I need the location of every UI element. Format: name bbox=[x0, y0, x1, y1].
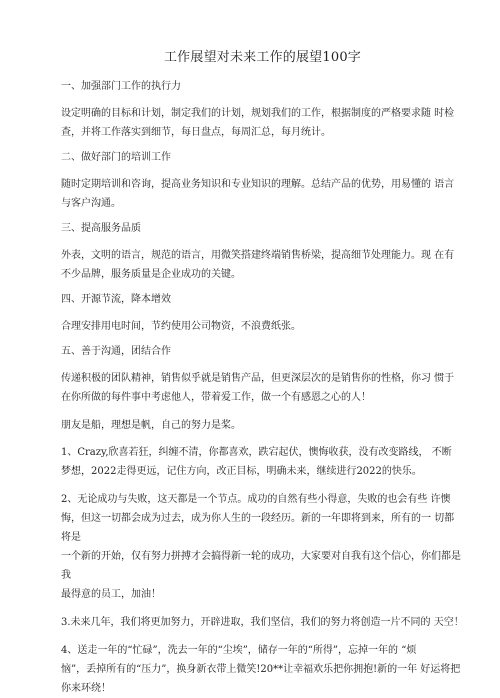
section-heading: 二、做好部门的培训工作 bbox=[61, 152, 171, 163]
section-heading: 四、开源节流，降本增效 bbox=[61, 294, 171, 305]
document-title: 工作展望对未来工作的展望100字 bbox=[163, 50, 361, 65]
closing-paragraph: 3.未来几年，我们将更加努力，开辟进取，我们坚信，我们的努力将创造一片不同的 天空！ bbox=[61, 617, 464, 628]
closing-paragraph: 4、送走一年的“忙碌”，洗去一年的“尘埃”，储存一年的“所得”，忘掉一年的 “烦 恼”，丢掉所有的“压力”，换身新衣带上微笑!20**让幸福欢乐把你拥抱!新的一年 好运将把 你来环绕！ bbox=[61, 645, 461, 694]
section-heading: 五、善于沟通，团结合作 bbox=[61, 346, 171, 357]
closing-paragraph: 1、Crazy,欣喜若狂，纠缠不清，你都喜欢，跌宕起伏，懊悔收获，没有改变路线， 不断 梦想，2022走得更远，记住方向，改正目标，明确未来，继续进行2022的快乐。 bbox=[61, 447, 452, 477]
closing-paragraph: 朋友是船，理想是帆，自己的努力是桨。 bbox=[61, 420, 241, 431]
section-heading: 一、加强部门工作的执行力 bbox=[61, 81, 181, 92]
section-paragraph: 外表，文明的语言，规范的语言，用微笑搭建终端销售桥梁，提高细节处理能力。现 在有 不少品牌，服务质量是企业成功的关键。 bbox=[61, 250, 455, 280]
section-paragraph: 传递积极的团队精神，销售似乎就是销售产品，但更深层次的是销售你的性格，你习 惯于 在你所做的每件事中考虑他人，带着爱工作，做一个有感恩之心的人！ bbox=[61, 373, 455, 403]
section-paragraph: 合理安排用电时间，节约使用公司物资，不浪费纸张。 bbox=[61, 321, 301, 332]
section-paragraph: 随时定期培训和咨询，提高业务知识和专业知识的理解。总结产品的优势，用易懂的 语言 与客户沟通。 bbox=[61, 179, 455, 209]
section-paragraph: 设定明确的目标和计划，制定我们的计划，规划我们的工作，根据制度的严格要求随 时检 查，并将工作落实到细节，每日盘点，每周汇总，每月统计。 bbox=[61, 108, 455, 138]
section-heading: 三、提高服务品质 bbox=[61, 223, 141, 234]
closing-paragraph: 2、无论成功与失败，这天都是一个节点。成功的自然有些小得意，失败的也会有些 许懊 悔，但这一切都会成为过去，成为你人生的一段经历。新的一年即将到来，所有的一 切都将是 一个新的开始，仅有努力拼搏才会搞得新一轮的成功，大家要对自我有这个信心，你们都是我 最得意的员工，加油！ bbox=[61, 494, 461, 600]
